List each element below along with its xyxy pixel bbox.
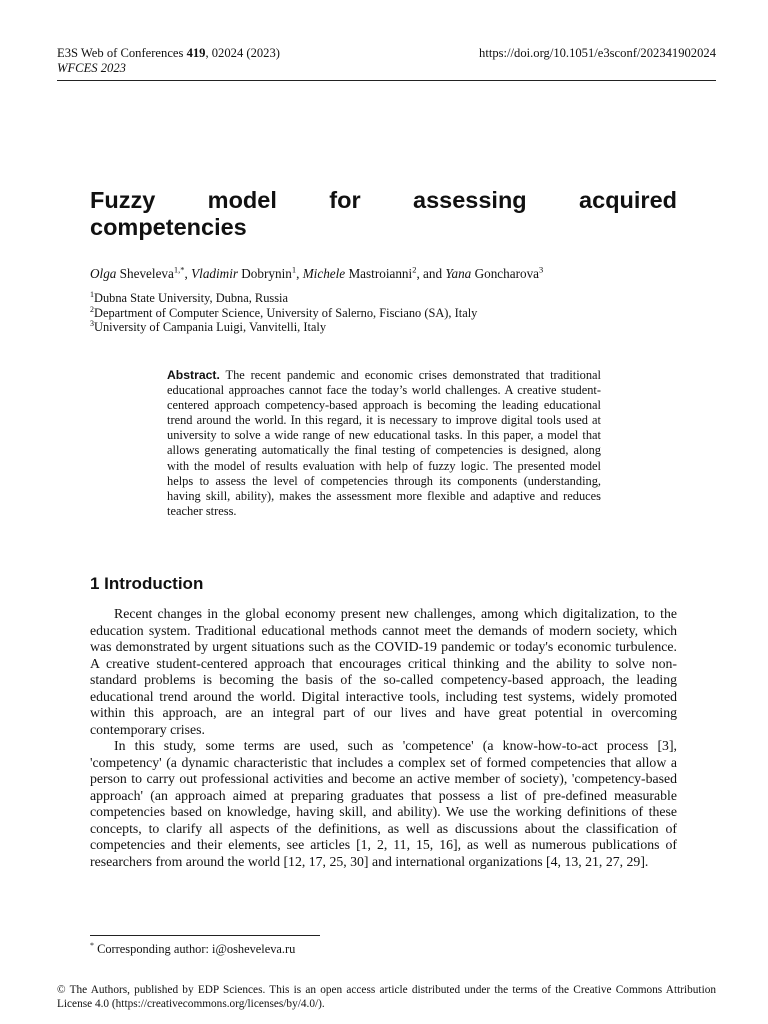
doi-link[interactable]: https://doi.org/10.1051/e3sconf/202341902024 — [479, 46, 716, 60]
running-header — [57, 46, 716, 76]
affiliation: $^1$Dubna State University, Dubna, Russia — [90, 289, 288, 305]
footnote-divider — [90, 935, 320, 936]
paragraph: Recent changes in the global economy present new challenges, among which digitalization, to the education system. Traditional educational methods cannot meet the demands of modern society, which was demonstrated by urgent situations such as the COVID-19 pandemic or today's economic turbulence. A creative student-centered approach that encourages critical thinking and the ability to solve non-standard problems is becoming the basis of the so-called competency-based approach, the leading educational trend around the world. Digital interactive tools, including test systems, widely promoted within this approach, are an integral part of our lives and have great potential in overcoming contemporary crises. — [90, 606, 677, 737]
abstract — [167, 368, 601, 519]
affiliation: $^3$University of Campania Luigi, Vanvitelli, Italy — [90, 318, 327, 334]
license-notice: © The Authors, published by EDP Sciences. This is an open access article distributed under the terms of the Creative Commons Attribution License 4.0 (https://creativecommons.org/licenses/by/4.0/). — [57, 984, 716, 1011]
abstract-text: The recent pandemic and economic crises demonstrated that traditional educational approaches cannot face the today’s world challenges. A creative student-centered approach competency-based approach is becoming the leading educational trend around the world. In this regard, it is necessary to improve digital tools used at university to solve a wide range of new educational tasks. In this paper, a model that allows generating automatically the final testing of competencies is designed, along with the model of results evaluation with help of fuzzy logic. The presented model helps to assess the level of competencies through its components (understanding, having skill, ability), makes the assessment more flexible and adaptive and reduces teacher stress. — [167, 368, 601, 518]
author: Yana Goncharova$^3$ — [445, 264, 544, 281]
author-list — [90, 266, 690, 282]
abstract-label: Abstract. — [167, 368, 220, 382]
paragraph: In this study, some terms are used, such as 'competence' (a know-how-to-act process [3], 'competency' (a dynamic characteristic that includes a complex set of formed competencies that allow a person to carry out professional activities and become an active member of society), 'competency-based approach' (an approach aimed at preparing graduates that possess a list of pre-defined measurable competencies based on knowledge, having skill, and ability). We use the working definitions of these concepts, to clarify all aspects of the definitions, as well as discussions about the classification of competencies and their elements, see articles [1, 2, 11, 15, 16], as well as numerous publications of researchers from around the world [12, 17, 25, 30] and international organizations [4, 13, 21, 27, 29]. — [90, 738, 677, 869]
volume-number: 419 — [186, 46, 206, 60]
affiliation-list — [90, 291, 690, 335]
title-line-2: competencies — [90, 214, 247, 240]
title-line-1: Fuzzy model for assessing acquired — [90, 187, 677, 213]
header-divider — [57, 80, 716, 81]
paper-title — [90, 187, 677, 241]
section-heading: 1 Introduction — [90, 574, 204, 593]
body-text — [90, 606, 677, 870]
conference-name: WFCES 2023 — [57, 61, 126, 75]
journal-citation: E3S Web of Conferences 419, 02024 (2023) — [57, 46, 280, 60]
author: Michele Mastroianni$^2$, and — [302, 264, 446, 281]
affiliation: $^2$Department of Computer Science, University of Salerno, Fisciano (SA), Italy — [90, 304, 478, 320]
author: Vladimir Dobrynin$^1$, — [191, 264, 303, 281]
footnote: * Corresponding author: i@osheveleva.ru — [90, 940, 296, 956]
author: Olga Sheveleva$^{1,*}$, — [90, 264, 192, 281]
